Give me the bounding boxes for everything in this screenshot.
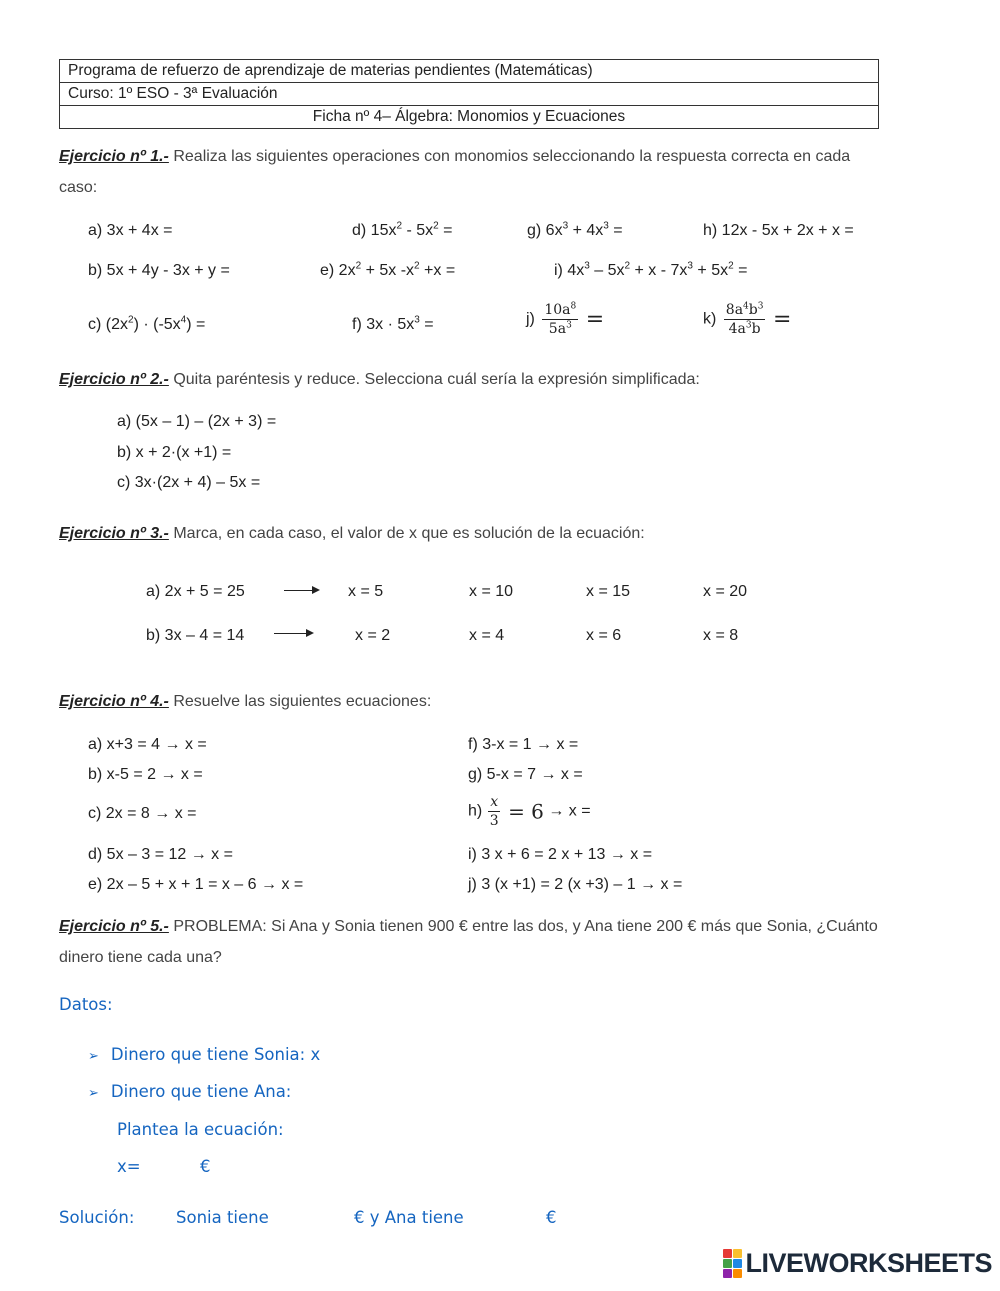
- ex5-text-cont: dinero tiene cada una?: [59, 949, 222, 966]
- arrow-bullet-icon: ➢: [88, 1049, 99, 1064]
- ex4-label: Ejercicio nº 4.-: [59, 693, 169, 710]
- ex4-item-e: e) 2x – 5 + x + 1 = x – 6 → x =: [88, 876, 304, 893]
- ex1-j-equals: =: [585, 307, 605, 332]
- final-euro-label: €: [546, 1208, 557, 1227]
- ex1-item-i: i) $4x^3 - 5x^2 + x - 7x^3 + 5x^2$ =: [554, 260, 748, 279]
- logo-square-6: [733, 1269, 742, 1278]
- logo-square-3: [723, 1259, 732, 1268]
- ex1-j-numerator: $10a^8$: [544, 301, 577, 318]
- ex1-j-fraction: [542, 302, 578, 337]
- course-info: Curso: 1º ESO - 3ª Evaluación: [60, 83, 878, 106]
- ex1-k-equals: =: [772, 307, 792, 332]
- ex1-j-denominator: $5a^3$: [548, 320, 572, 337]
- ex4-item-h: [468, 794, 591, 829]
- ex1-item-d: d) $15x^2 - 5x^2$ =: [352, 220, 453, 239]
- program-title: Programa de refuerzo de aprendizaje de materias pendientes (Matemáticas): [60, 60, 878, 83]
- ex4-item-d: d) 5x – 3 = 12 → x =: [88, 846, 233, 863]
- ex3-a-option-2[interactable]: x = 10: [469, 583, 514, 600]
- ex1-statement: [59, 148, 850, 166]
- plantea-label: Plantea la ecuación:: [117, 1120, 284, 1139]
- ex3-b-arrow-icon: [274, 633, 312, 634]
- ex5-label: Ejercicio nº 5.-: [59, 918, 169, 935]
- ex1-k-fraction: [724, 302, 766, 337]
- ex1-item-j: [526, 302, 604, 337]
- logo-square-2: [733, 1249, 742, 1258]
- datos-heading: Datos:: [59, 995, 113, 1014]
- ex5-statement: [59, 918, 878, 936]
- sheet-title: Ficha nº 4– Álgebra: Monomios y Ecuaciones: [312, 108, 626, 125]
- ex3-label: Ejercicio nº 3.-: [59, 525, 169, 542]
- liveworksheets-logo-icon: [723, 1249, 742, 1278]
- ex1-item-e: e) $2x^2 + 5x$ $-x^2 +x$ =: [320, 260, 456, 279]
- ex1-item-k: [703, 302, 791, 337]
- ex1-k-denominator: $4a^3b$: [728, 320, 761, 337]
- ex1-item-g: g) $6x^3 + 4x^3$ =: [527, 220, 623, 239]
- ex4-item-g: g) 5-x = 7 → x =: [468, 766, 583, 783]
- ex4-h-denominator: 3: [489, 813, 499, 829]
- ex2-item-a: a) (5x – 1) – (2x + 3) =: [117, 413, 277, 430]
- bullet-ana: [88, 1082, 291, 1101]
- ex4-item-c: c) 2x = 8 → x =: [88, 805, 197, 822]
- logo-square-1: [723, 1249, 732, 1258]
- ex1-text-cont: caso:: [59, 179, 98, 196]
- ex3-statement: [59, 525, 645, 543]
- liveworksheets-logo: [723, 1248, 992, 1279]
- logo-square-5: [723, 1269, 732, 1278]
- ex3-a-arrow-icon: [284, 590, 318, 591]
- ex1-k-numerator: $8a^4b^3$: [725, 301, 764, 318]
- ex4-h-tail: → x =: [548, 802, 591, 820]
- ex1-item-h: h) 12x - 5x + 2x + x =: [703, 222, 854, 239]
- ex4-h-equation: = 6: [508, 799, 544, 824]
- ex3-b-option-4[interactable]: x = 8: [703, 627, 739, 644]
- bullet-ana-text: Dinero que tiene Ana:: [110, 1082, 292, 1101]
- x-equals-label: x=: [117, 1157, 141, 1176]
- ex2-text: Quita paréntesis y reduce. Selecciona cuál sería la expresión simplificada:: [168, 371, 700, 388]
- ex1-label: Ejercicio nº 1.-: [59, 148, 169, 165]
- ex1-item-f: f) $3x \cdot 5x^3$ =: [352, 314, 434, 333]
- ex1-k-label: k): [703, 310, 717, 328]
- ex5-text: PROBLEMA: Si Ana y Sonia tienen 900 € entre las dos, y Ana tiene 200 € más que Sonia, ¿Cuánto: [168, 918, 878, 935]
- ex2-label: Ejercicio nº 2.-: [59, 371, 169, 388]
- bullet-sonia: [88, 1045, 320, 1064]
- ex3-b-equation: b) 3x – 4 = 14: [146, 627, 245, 644]
- ex4-h-numerator: x: [490, 794, 499, 810]
- ex3-a-equation: a) 2x + 5 = 25: [146, 583, 245, 600]
- ex1-j-label: j): [526, 310, 535, 328]
- ex3-a-option-3[interactable]: x = 15: [586, 583, 631, 600]
- ex3-b-option-1[interactable]: x = 2: [355, 627, 391, 644]
- ex2-item-b: b) x + 2·(x +1) =: [117, 444, 232, 461]
- ex4-item-j: j) 3 (x +1) = 2 (x +3) – 1 → x =: [468, 876, 683, 893]
- ex4-item-i: i) 3 x + 6 = 2 x + 13 → x =: [468, 846, 653, 863]
- ex3-text: Marca, en cada caso, el valor de x que es solución de la ecuación:: [168, 525, 645, 542]
- ex2-item-c: c) 3x·(2x + 4) – 5x =: [117, 474, 261, 491]
- ex3-a-option-4[interactable]: x = 20: [703, 583, 748, 600]
- sonia-tiene-label: Sonia tiene: [176, 1208, 269, 1227]
- ex3-a-option-1[interactable]: x = 5: [348, 583, 384, 600]
- ex1-item-c: c) $(2x^2) \cdot (-5x^4)$ =: [88, 314, 206, 333]
- ex4-h-fraction: [488, 794, 501, 829]
- ex1-item-a: a) 3x + 4x =: [88, 222, 173, 239]
- ex4-item-b: b) x-5 = 2 → x =: [88, 766, 203, 783]
- logo-square-4: [733, 1259, 742, 1268]
- bullet-sonia-text: Dinero que tiene Sonia: x: [110, 1045, 321, 1064]
- ex4-item-a: a) x+3 = 4 → x =: [88, 736, 207, 753]
- arrow-bullet-icon: ➢: [88, 1086, 99, 1101]
- ex4-item-f: f) 3-x = 1 → x =: [468, 736, 579, 753]
- ex4-text: Resuelve las siguientes ecuaciones:: [168, 693, 432, 710]
- header-table: [59, 59, 879, 129]
- ex1-text: Realiza las siguientes operaciones con monomios seleccionando la respuesta correcta en cada: [168, 148, 851, 165]
- ex1-item-b: b) 5x + 4y - 3x + y =: [88, 262, 230, 279]
- ex4-h-label: h): [468, 802, 483, 820]
- x-euro-label: €: [200, 1157, 211, 1176]
- ex2-statement: [59, 371, 700, 389]
- ex4-statement: [59, 693, 431, 711]
- ex3-b-option-3[interactable]: x = 6: [586, 627, 622, 644]
- ex3-b-option-2[interactable]: x = 4: [469, 627, 505, 644]
- liveworksheets-logo-text: LIVEWORKSHEETS: [745, 1248, 992, 1278]
- ana-tiene-label: € y Ana tiene: [354, 1208, 464, 1227]
- solucion-label: Solución:: [59, 1208, 135, 1227]
